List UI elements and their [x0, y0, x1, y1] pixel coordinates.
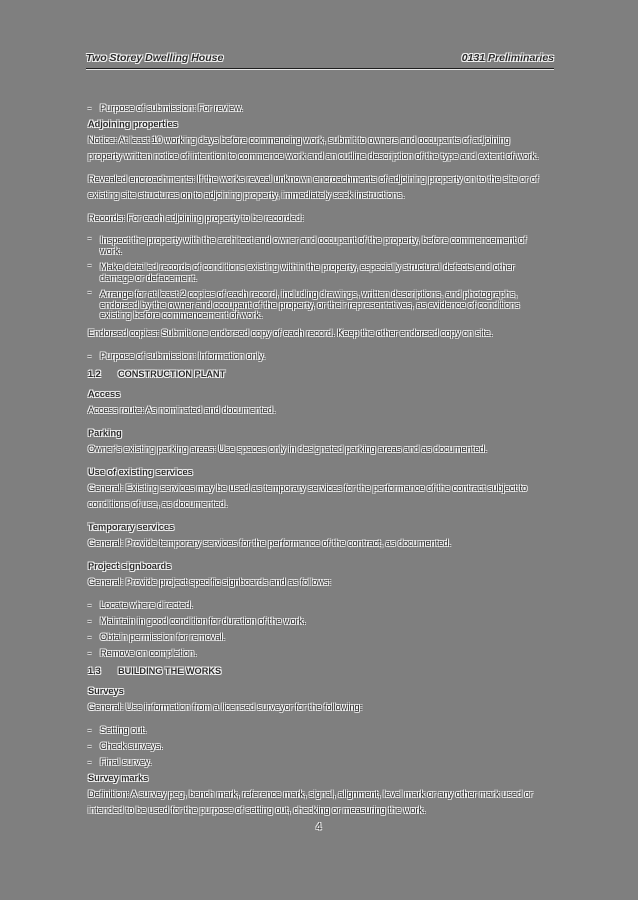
page-number: 4 [316, 822, 322, 833]
subheading-parking: Parking [88, 427, 122, 438]
bullet-icon: - [88, 631, 92, 642]
section-heading-1-3: 1.3 BUILDING THE WORKS [88, 665, 222, 676]
subheading-survey-marks: Survey marks [88, 772, 149, 783]
bullet-icon: - [88, 740, 92, 751]
list-item: - Maintain in good condition for duration of the work. [88, 613, 544, 629]
subheading-existing-services: Use of existing services [88, 466, 193, 477]
document-body [88, 100, 544, 818]
paragraph-existing-services: General: Existing services may be used as temporary services for the performance of the contract subject to conditions of use, as documented. [88, 482, 528, 509]
list-item: - Obtain permission for removal. [88, 629, 544, 645]
list-item: - Inspect the property with the architect and owner and occupant of the property, before commencement of work. [88, 233, 527, 256]
bullet-icon: - [88, 233, 92, 243]
list-item [88, 348, 544, 364]
bullet-icon: - [88, 724, 92, 735]
paragraph-notice: Notice: At least 10 working days before commencing work, submit to owners and occupants of adjoining property written notice of intention to commence work and an outline description of the type and extent of work. [88, 135, 539, 161]
subheading-temporary-services: Temporary services [88, 521, 175, 532]
subheading-signboards: Project signboards [88, 560, 172, 571]
paragraph-survey-marks: Definition: A survey peg, bench mark, reference mark, signal, alignment, level mark or any other mark used or intended to be used for the purpose of setting out, checking or measuring the work. [88, 788, 533, 815]
bullet-icon: - [88, 260, 92, 270]
paragraph-endorsed: Endorsed copies: Submit one endorsed copy of each record. Keep the other endorsed copy on site. [88, 327, 493, 338]
list-item: - Remove on completion. [88, 645, 544, 661]
list-item: - Locate where directed. [88, 597, 544, 613]
subheading-access: Access [88, 388, 121, 399]
paragraph-parking: Owner's existing parking areas: Use spaces only in designated parking areas and as documented. [88, 443, 488, 454]
bullet-icon: - [88, 350, 92, 361]
paragraph-encroachments: Revealed encroachments: If the works reveal unknown encroachments of adjoining property on to the site or of existing site structures on to adjoining property, immediately seek instructions. [88, 174, 539, 200]
list-item: - Make detailed records of conditions existing within the property, especially structural defects and other damage or defacement. [88, 260, 515, 283]
bullet-icon: - [88, 599, 92, 610]
subheading-surveys: Surveys [88, 685, 124, 696]
section-heading-1-2: 1.2 CONSTRUCTION PLANT [88, 368, 226, 379]
purpose-review: Purpose of submission: For review. [100, 103, 243, 113]
list-item [88, 100, 544, 116]
header-section-title: 0131 Preliminaries [461, 52, 554, 64]
header-project-title: Two Storey Dwelling House [86, 52, 224, 64]
paragraph-signboards: General: Provide project specific signboards and as follows: [88, 576, 332, 587]
paragraph-access: Access route: As nominated and documented. [88, 404, 276, 415]
page-header [86, 50, 554, 66]
purpose-info: Purpose of submission: Information only. [100, 350, 266, 361]
list-item: - Arrange for at least 2 copies of each record, including drawings, written descriptions, and photographs, endorsed by the owner and occupant of the property, or their representatives, as evidence of conditions existing before commencement of work. [88, 287, 520, 320]
list-item: - Check surveys. [88, 738, 544, 754]
bullet-icon: - [88, 103, 92, 113]
list-item: - Final survey. [88, 754, 544, 770]
bullet-icon: - [88, 287, 92, 297]
bullet-icon: - [88, 756, 92, 767]
paragraph-surveys: General: Use information from a licensed surveyor for the following: [88, 701, 363, 712]
list-item: - Setting out. [88, 722, 544, 738]
paragraph-temporary-services: General: Provide temporary services for the performance of the contract, as documented. [88, 537, 452, 548]
paragraph-records-intro: Records: For each adjoining property to be recorded: [88, 213, 304, 223]
bullet-icon: - [88, 647, 92, 658]
header-rule [86, 68, 554, 69]
bullet-icon: - [88, 615, 92, 626]
subheading-adjoining: Adjoining properties [88, 119, 178, 129]
